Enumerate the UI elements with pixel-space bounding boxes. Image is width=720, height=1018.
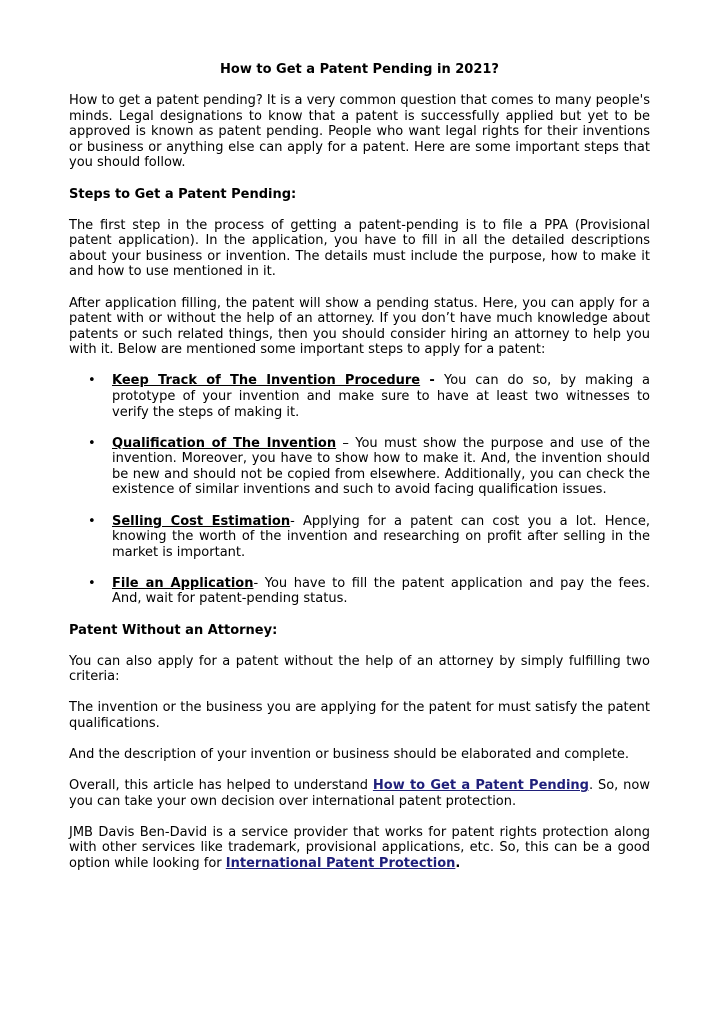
bullet-icon: • xyxy=(88,373,96,389)
attorney-paragraph-2: The invention or the business you are applying for the patent for must satisfy the patent qualifications. xyxy=(69,700,650,731)
list-item-term: File an Application xyxy=(112,575,254,591)
overall-text-after: . So, now you can take your own decision over international patent protection. xyxy=(69,778,650,809)
attorney-paragraph-3: And the description of your invention or business should be elaborated and complete. xyxy=(69,747,630,762)
bullet-icon: • xyxy=(88,435,96,451)
list-item-term: Selling Cost Estimation xyxy=(112,513,291,529)
list-item xyxy=(69,373,650,420)
document-page xyxy=(69,62,650,872)
closing-text-before: JMB Davis Ben-David is a service provider that works for patent rights protection along with other services like trademark, provisional applications, etc. So, this can be a good option while looking for xyxy=(69,824,650,871)
list-item-separator: – xyxy=(336,435,356,451)
attorney-paragraph-1: You can also apply for a patent without the help of an attorney by simply fulfilling two criteria: xyxy=(69,653,650,685)
list-item-text: You must show the purpose and use of the invention. Moreover, you have to show how to make it. And, the invention should be new and should not be copied from elsewhere. Additionally, you can check the existence of similar inventions and such to avoid facing qualification issues. xyxy=(112,435,651,498)
list-item-separator: - xyxy=(420,373,444,389)
steps-paragraph-1: The first step in the process of getting a patent-pending is to file a PPA (Provisional patent application). In the application, you have to fill in all the detailed descriptions about your business or invention. The details must include the purpose, how to make it and how to use mentioned in it. xyxy=(69,217,650,280)
list-item xyxy=(69,514,650,561)
list-item-text: You have to fill the patent application and pay the fees. And, wait for patent-pending status. xyxy=(112,575,651,607)
list-item xyxy=(69,436,650,498)
list-item-text: You can do so, by making a prototype of your invention and make sure to have at least two witnesses to verify the steps of making it. xyxy=(112,373,651,420)
document-title: How to Get a Patent Pending in 2021? xyxy=(220,62,499,77)
list-item-term: Keep Track of The Invention Procedure xyxy=(112,373,421,389)
bullet-icon: • xyxy=(88,513,96,529)
bullet-icon: • xyxy=(88,575,96,591)
overall-paragraph xyxy=(69,778,650,809)
steps-heading: Steps to Get a Patent Pending: xyxy=(69,186,297,202)
list-item-separator: - xyxy=(253,575,265,591)
attorney-heading: Patent Without an Attorney: xyxy=(69,622,278,638)
overall-text-before: Overall, this article has helped to understand xyxy=(69,778,373,794)
patent-pending-link[interactable]: How to Get a Patent Pending xyxy=(372,778,589,794)
list-item-term: Qualification of The Invention xyxy=(112,435,337,451)
steps-paragraph-2: After application filling, the patent will show a pending status. Here, you can apply for a patent with or without the help of an attorney. If you don’t have much knowledge about patents or such related things, then you should consider hiring an attorney to help you with it. Below are mentioned some important steps to apply for a patent: xyxy=(69,295,650,358)
intro-paragraph: How to get a patent pending? It is a very common question that comes to many people's minds. Legal designations to know that a patent is successfully applied but yet to be approved is known as patent pending. People who want legal rights for their inventions or business or anything else can apply for a patent. Here are some important steps that you should follow. xyxy=(69,93,650,171)
closing-paragraph xyxy=(69,825,650,872)
international-patent-protection-link[interactable]: International Patent Protection xyxy=(225,855,456,871)
list-item xyxy=(69,576,650,607)
list-item-text: Applying for a patent can cost you a lot. Hence, knowing the worth of the invention and researching on profit after selling in the market is important. xyxy=(112,513,650,560)
steps-list xyxy=(69,373,650,607)
list-item-separator: - xyxy=(290,513,303,529)
closing-text-after: . xyxy=(455,855,461,871)
